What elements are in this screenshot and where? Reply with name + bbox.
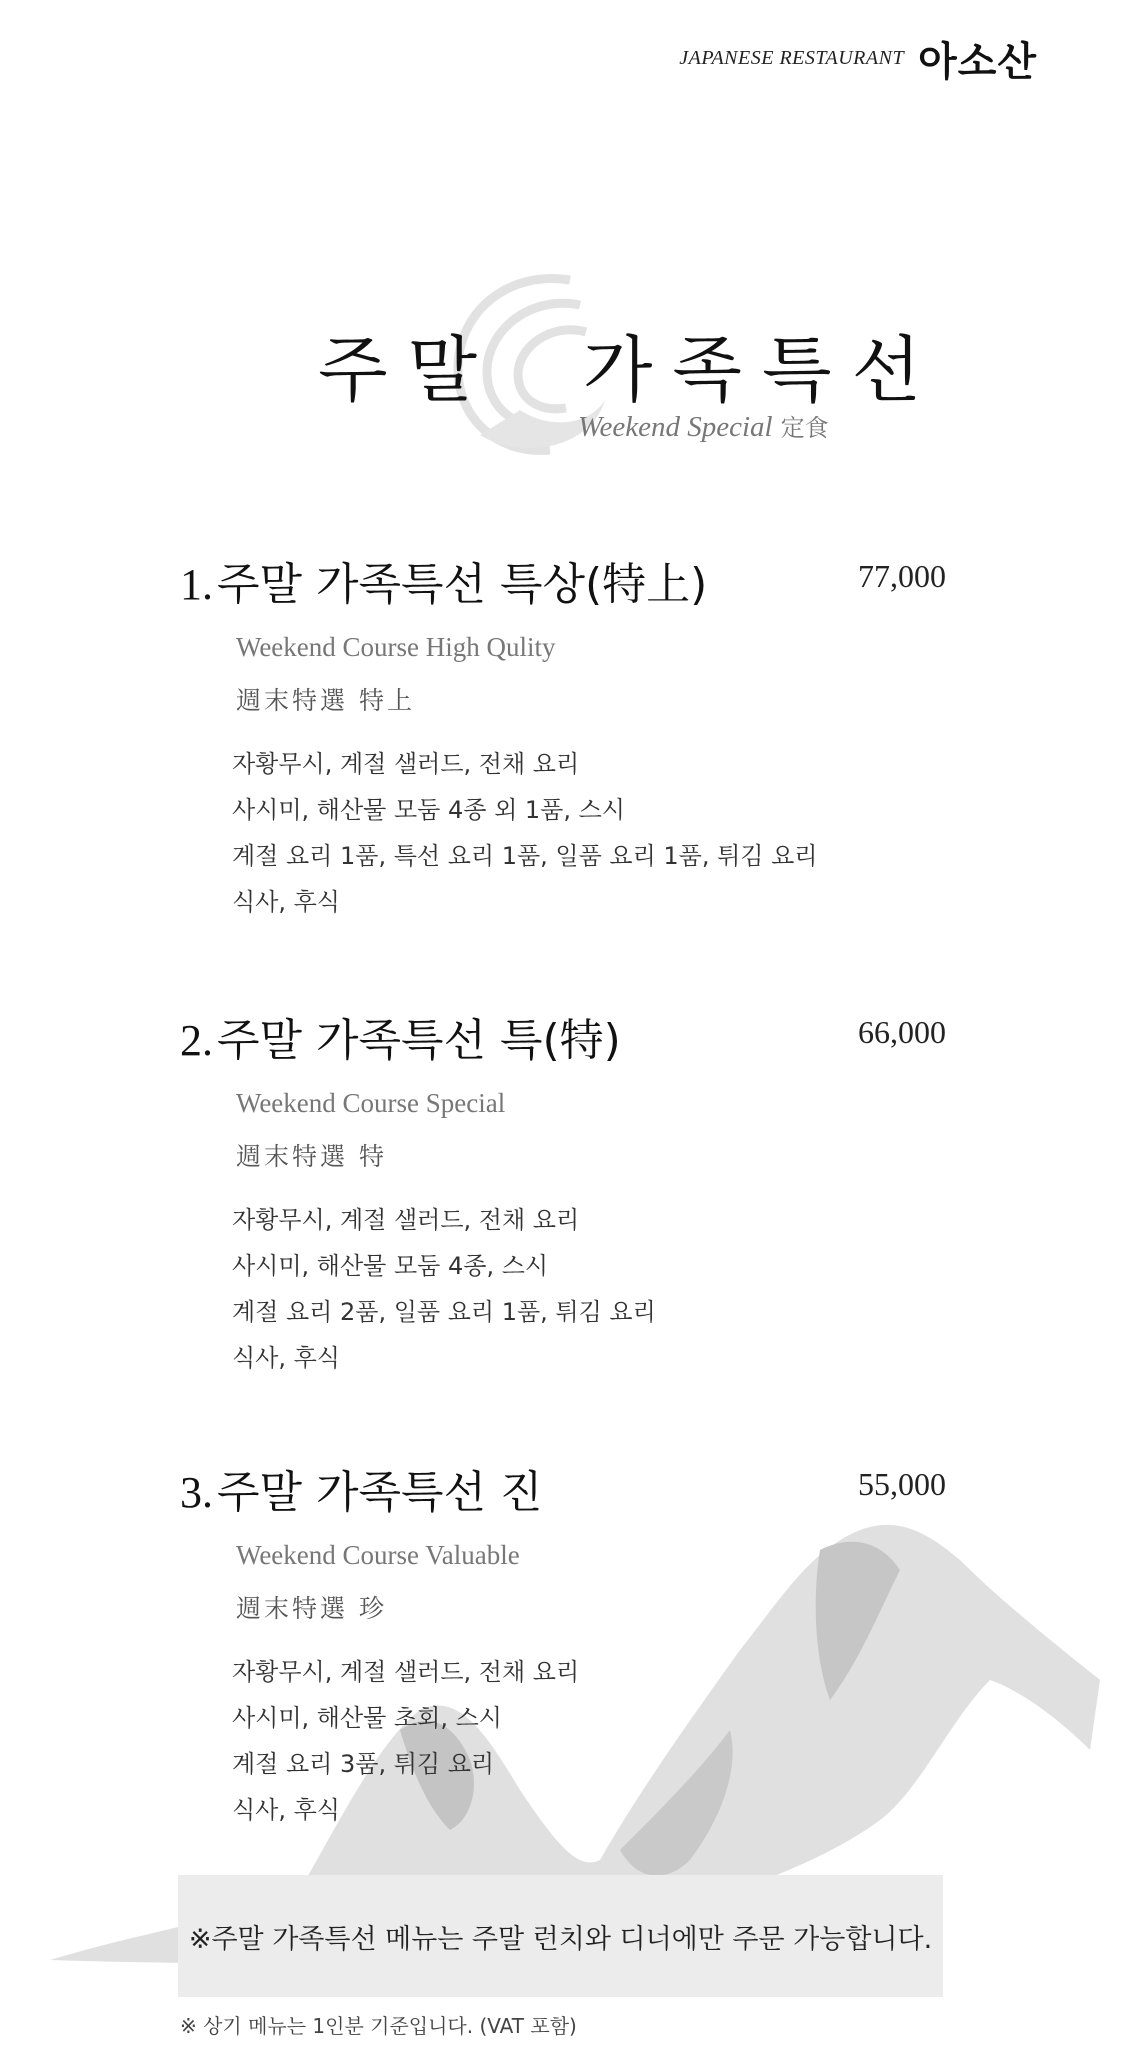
section-header — [180, 548, 946, 610]
section-items — [232, 1649, 946, 1833]
section-number: 3. — [180, 1468, 213, 1517]
menu-title: 주말 가족특선 — [318, 328, 942, 412]
menu-title-area — [0, 250, 1125, 470]
menu-subtitle-english: Weekend Special — [578, 411, 773, 443]
menu-item: 사시미, 해산물 초회, 스시 — [232, 1704, 502, 1732]
availability-notice: ※주말 가족특선 메뉴는 주말 런치와 디너에만 주문 가능합니다. — [178, 1875, 943, 1997]
menu-item: 계절 요리 2품, 일품 요리 1품, 튀김 요리 — [232, 1298, 656, 1326]
section-title — [180, 1004, 946, 1068]
menu-section-3 — [180, 1456, 946, 1833]
menu-item: 계절 요리 1품, 특선 요리 1품, 일품 요리 1품, 튀김 요리 — [232, 842, 818, 870]
section-english-name: Weekend Course Special — [236, 1088, 506, 1118]
price-footnote: ※ 상기 메뉴는 1인분 기준입니다. (VAT 포함) — [180, 2014, 577, 2038]
section-english-name: Weekend Course High Qulity — [236, 632, 556, 662]
section-price: 55,000 — [858, 1466, 946, 1502]
menu-item: 자황무시, 계절 샐러드, 전채 요리 — [232, 1206, 580, 1234]
menu-subtitle-kanji: 定食 — [780, 416, 829, 442]
menu-item: 사시미, 해산물 모둠 4종, 스시 — [232, 1252, 549, 1280]
section-header — [180, 1004, 946, 1066]
section-number: 2. — [180, 1016, 213, 1065]
section-price: 66,000 — [858, 1014, 946, 1050]
menu-subtitle — [578, 408, 829, 444]
menu-section-1 — [180, 548, 946, 925]
restaurant-header — [679, 30, 1037, 87]
menu-item: 사시미, 해산물 모둠 4종 외 1품, 스시 — [232, 796, 625, 824]
section-header — [180, 1456, 946, 1518]
section-title — [180, 1456, 946, 1520]
menu-section-2 — [180, 1004, 946, 1381]
section-title — [180, 548, 946, 612]
menu-item: 식사, 후식 — [232, 1344, 340, 1372]
section-chinese-name: 週末特選 珍 — [236, 1594, 387, 1623]
section-name: 주말 가족특선 특상(特上) — [217, 559, 708, 610]
section-items — [232, 1197, 946, 1381]
section-chinese-name: 週末特選 特 — [236, 1142, 387, 1171]
section-chinese-name: 週末特選 特上 — [236, 686, 415, 715]
section-name: 주말 가족특선 진 — [217, 1467, 543, 1518]
section-number: 1. — [180, 560, 213, 609]
section-name: 주말 가족특선 특(特) — [217, 1015, 621, 1066]
restaurant-subtitle: JAPANESE RESTAURANT — [679, 47, 905, 69]
menu-item: 식사, 후식 — [232, 888, 340, 916]
section-items — [232, 741, 946, 925]
restaurant-brand: 아소산 — [918, 39, 1037, 85]
menu-item: 자황무시, 계절 샐러드, 전채 요리 — [232, 1658, 580, 1686]
menu-item: 계절 요리 3품, 튀김 요리 — [232, 1750, 495, 1778]
section-english-name: Weekend Course Valuable — [236, 1540, 520, 1570]
section-price: 77,000 — [858, 558, 946, 594]
menu-item: 자황무시, 계절 샐러드, 전채 요리 — [232, 750, 580, 778]
menu-item: 식사, 후식 — [232, 1796, 340, 1824]
